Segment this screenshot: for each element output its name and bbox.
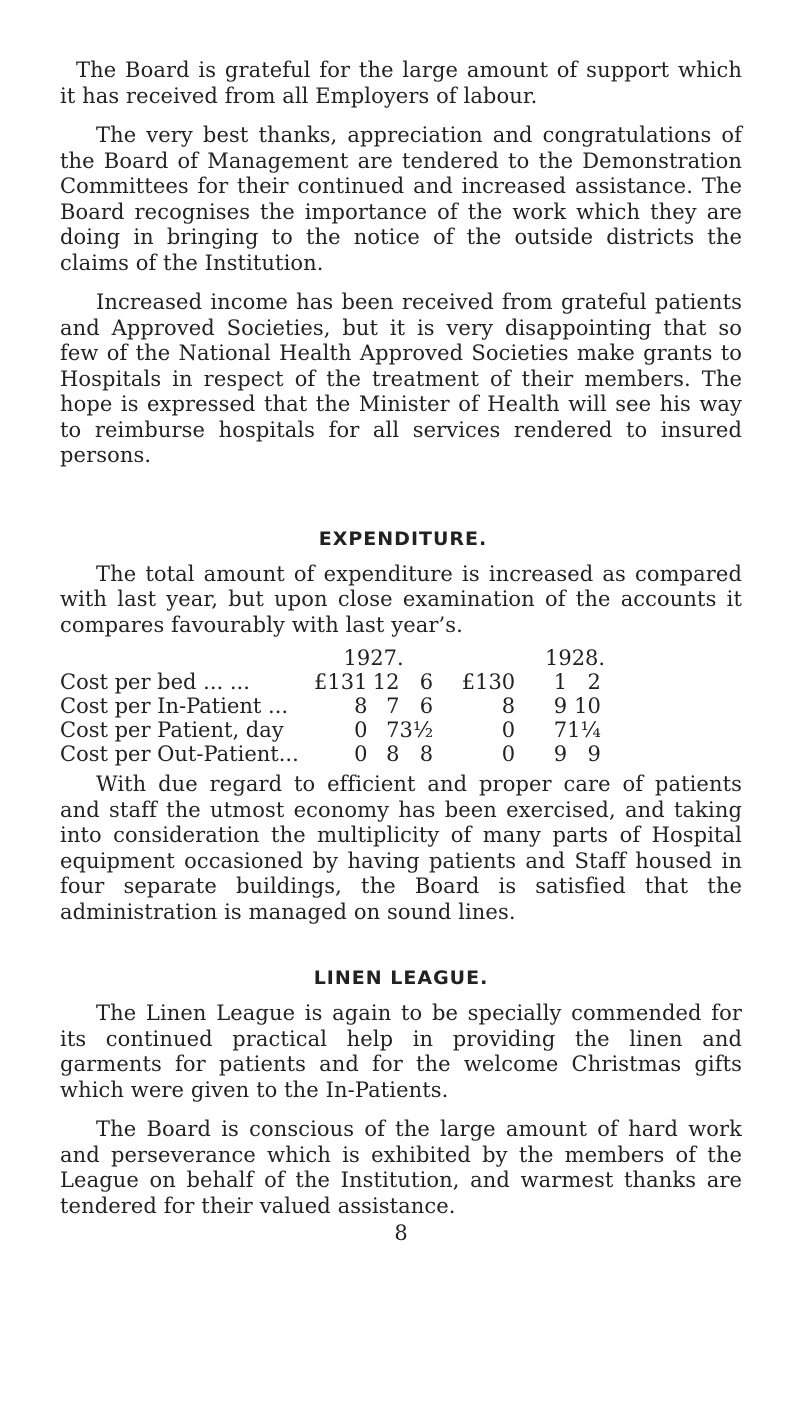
- pence-1928: 1¼: [567, 718, 601, 742]
- league-thanks-paragraph: The Board is conscious of the large amount of hard work and perseverance which is exhibited by the members of the League on behalf of the Institution, and warmest thanks are tendered for their valued assistance.: [60, 1117, 742, 1218]
- shillings-1928: 9: [553, 742, 568, 766]
- pounds-1928: 8: [501, 694, 516, 718]
- cost-comparison-table: [60, 646, 635, 766]
- year-1928-header: 1928.: [544, 646, 606, 670]
- employers-paragraph: The Board is grateful for the large amount of support which it has received from all Employers of labour.: [60, 58, 742, 108]
- pence-1927: 6: [419, 670, 434, 694]
- economy-paragraph: With due regard to efficient and proper care of patients and staff the utmost economy has been exercised, and taking into consideration the multiplicity of many parts of Hospital equipment occasioned by having patients and Staff housed in four separate buildings, the Board is satisfied that the administration is managed on sound lines.: [60, 772, 742, 924]
- row-label: Cost per Out-Patient...: [60, 742, 299, 766]
- shillings-1927: 12: [372, 670, 400, 694]
- pounds-1928: £130: [461, 670, 516, 694]
- expenditure-heading: EXPENDITURE.: [318, 527, 488, 550]
- row-label: Cost per Patient, day: [60, 718, 284, 742]
- pence-1928: 10: [574, 694, 601, 718]
- page-number: 8: [394, 1221, 408, 1245]
- pounds-1928: 0: [501, 742, 516, 766]
- pounds-1928: 0: [501, 718, 516, 742]
- pounds-1927: 0: [354, 718, 368, 742]
- approved-societies-paragraph: Increased income has been received from grateful patients and Approved Societies, but it is very disappointing that so few of the National Health Approved Societies make grants to Hospitals in respect of the treatment of their members. The hope is expressed that the Minister of Health will see his way to reimburse hospitals for all services rendered to insured persons.: [60, 290, 742, 467]
- table-header-row: [60, 646, 635, 670]
- pounds-1927: 8: [354, 694, 368, 718]
- table-row: [60, 694, 635, 718]
- pence-1927: 8: [419, 742, 434, 766]
- shillings-1928: 1: [553, 670, 568, 694]
- row-label: Cost per bed ... ...: [60, 670, 250, 694]
- document-page: [60, 58, 742, 1245]
- pounds-1927: 0: [354, 742, 368, 766]
- shillings-1927: 7: [386, 694, 400, 718]
- shillings-1928: 9: [553, 694, 568, 718]
- pence-1928: 9: [587, 742, 601, 766]
- table-row: [60, 742, 635, 766]
- table-row: [60, 718, 635, 742]
- expenditure-intro-paragraph: The total amount of expenditure is increased as compared with last year, but upon close examination of the accounts it compares favourably with last year’s.: [60, 561, 742, 637]
- linen-league-heading: LINEN LEAGUE.: [313, 967, 489, 989]
- pounds-1927: £131: [314, 670, 368, 694]
- row-label: Cost per In-Patient ...: [60, 694, 289, 718]
- year-1927-header: 1927.: [343, 646, 404, 670]
- linen-league-paragraph: The Linen League is again to be specially commended for its continued practical help in providing the linen and garments for patients and for the welcome Christmas gifts which were given to the In-Patients.: [60, 1001, 742, 1102]
- table-row: [60, 670, 635, 694]
- shillings-1928: 7: [553, 718, 568, 742]
- shillings-1927: 7: [386, 718, 400, 742]
- pence-1927: 3½: [399, 718, 434, 742]
- pence-1928: 2: [587, 670, 601, 694]
- demonstration-committees-paragraph: The very best thanks, appreciation and congratulations of the Board of Management are tendered to the Demonstration Committees for their continued and increased assistance. The Board recognises the importance of the work which they are doing in bringing to the notice of the outside districts the claims of the Institution.: [60, 123, 742, 275]
- shillings-1927: 8: [386, 742, 400, 766]
- pence-1927: 6: [419, 694, 434, 718]
